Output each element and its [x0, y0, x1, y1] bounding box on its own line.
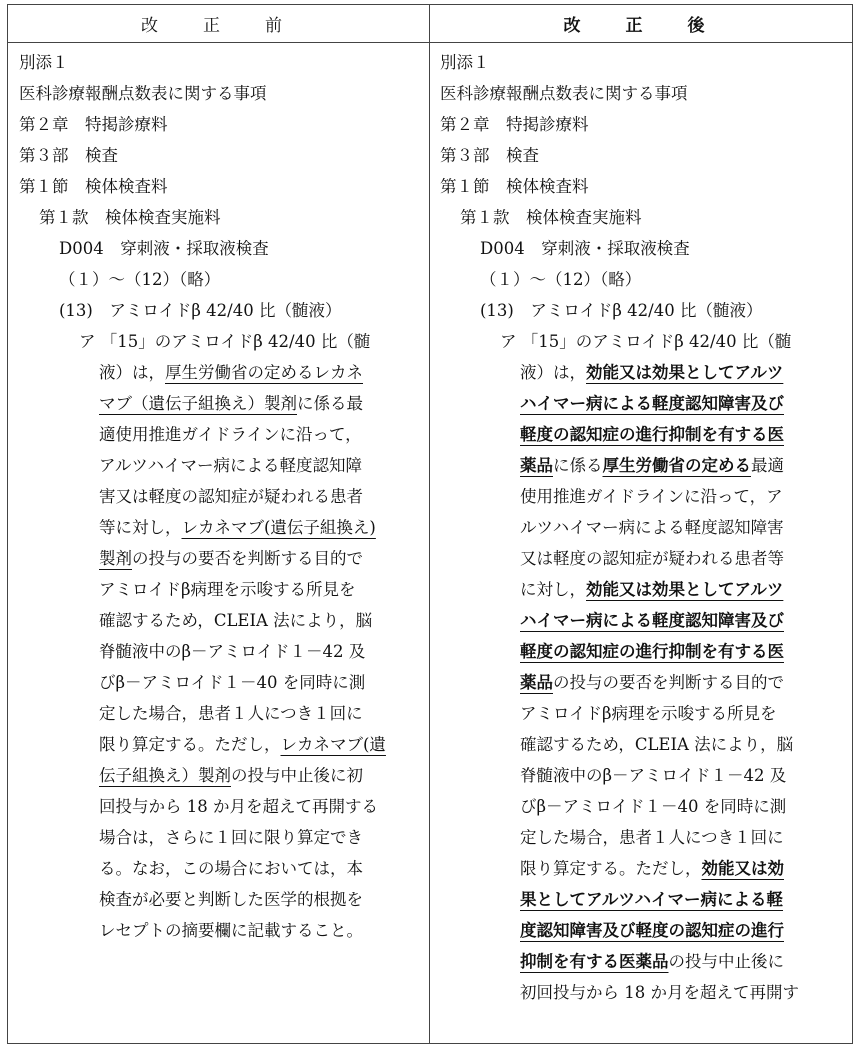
para-line: 等に対し，レカネマブ(遺伝子組換え) — [99, 518, 376, 537]
para-line: アミロイドβ病理を示唆する所見を — [99, 580, 356, 599]
para-line: に対し，効能又は効果としてアルツ — [520, 580, 784, 599]
header-before: 改 正 前 — [141, 16, 296, 36]
para-line: 薬品の投与の要否を判断する目的で — [520, 673, 784, 692]
para-line — [520, 419, 846, 450]
para-line: 液）は，効能又は効果としてアルツ — [520, 363, 784, 382]
para-line: 限り算定する。ただし，レカネマブ(遺 — [99, 735, 386, 754]
para-line — [520, 884, 846, 915]
para-line — [520, 388, 846, 419]
para-line: 薬品に係る厚生労働省の定める最適 — [520, 456, 784, 475]
para-line: びβ－アミロイド１－40 を同時に測 — [99, 673, 366, 692]
para-line: 脊髄液中のβ－アミロイド１－42 及 — [520, 766, 787, 785]
item-code: D004 穿刺液・採取液検査 — [480, 239, 690, 258]
paragraph-a-after — [440, 326, 846, 1008]
amended-text: 厚生労働省の定めるレカネ — [165, 363, 363, 382]
item-13: (13) アミロイドβ 42/40 比（髄液） — [59, 301, 342, 320]
para-line: ア 「15」のアミロイドβ 42/40 比（髄 — [79, 332, 371, 351]
para-line: 伝子組換え）製剤の投与中止後に初 — [99, 766, 363, 785]
amended-text: レカネマブ(遺伝子組換え) — [181, 518, 376, 537]
para-line: アミロイドβ病理を示唆する所見を — [520, 704, 777, 723]
para-line: びβ－アミロイド１－40 を同時に測 — [520, 797, 787, 816]
amended-text: 果としてアルツハイマー病による軽 — [520, 890, 784, 909]
amended-text: 抑制を有する医薬品 — [520, 952, 669, 971]
para-line — [520, 915, 846, 946]
para-line: 限り算定する。ただし，効能又は効 — [520, 859, 784, 878]
para-line: 回投与から 18 か月を超えて再開する — [99, 797, 378, 816]
para-line: ア 「15」のアミロイドβ 42/40 比（髄 — [500, 332, 792, 351]
amended-text: マブ（遺伝子組換え）製剤 — [99, 394, 297, 413]
doc-title: 医科診療報酬点数表に関する事項 — [440, 84, 688, 103]
amended-text: 薬品 — [520, 456, 553, 475]
para-line: 脊髄液中のβ－アミロイド１－42 及 — [99, 642, 366, 661]
para-line: る。なお，この場合においては，本 — [99, 859, 363, 878]
para-line: 初回投与から 18 か月を超えて再開す — [520, 983, 799, 1002]
subsection: 第１款 検体検査実施料 — [460, 208, 642, 227]
para-line: レセプトの摘要欄に記載すること。 — [99, 921, 363, 940]
comparison-table — [7, 4, 853, 1044]
amended-text: レカネマブ(遺 — [280, 735, 386, 754]
amended-text: 軽度の認知症の進行抑制を有する医 — [520, 425, 784, 444]
para-line: 確認するため，CLEIA 法により，脳 — [99, 611, 373, 630]
header-after: 改 正 後 — [563, 16, 719, 36]
attachment-label: 別添１ — [440, 53, 490, 72]
part: 第３部 検査 — [440, 146, 539, 165]
para-line: マブ（遺伝子組換え）製剤に係る最 — [99, 394, 363, 413]
chapter: 第２章 特掲診療料 — [19, 115, 168, 134]
amended-text: ハイマー病による軽度認知障害及び — [520, 394, 784, 413]
para-line: 液）は，厚生労働省の定めるレカネ — [99, 363, 363, 382]
amended-text: 度認知障害及び軽度の認知症の進行 — [520, 921, 784, 940]
para-line: 確認するため，CLEIA 法により，脳 — [520, 735, 794, 754]
para-line: 定した場合，患者１人につき１回に — [520, 828, 784, 847]
para-line: ルツハイマー病による軽度認知障害 — [520, 518, 784, 537]
amended-text: 効能又は効 — [701, 859, 784, 878]
amended-text: 製剤 — [99, 549, 132, 568]
omitted-items: （１）～（12）（略） — [59, 270, 221, 289]
amended-text: 効能又は効果としてアルツ — [586, 580, 784, 599]
para-line: 使用推進ガイドラインに沿って，ア — [520, 487, 783, 506]
column-before — [19, 47, 423, 946]
part: 第３部 検査 — [19, 146, 118, 165]
item-13: (13) アミロイドβ 42/40 比（髄液） — [480, 301, 763, 320]
para-line: 抑制を有する医薬品の投与中止後に — [520, 952, 784, 971]
para-line: 検査が必要と判断した医学的根拠を — [99, 890, 363, 909]
para-line: 又は軽度の認知症が疑われる患者等 — [520, 549, 784, 568]
amended-text: 効能又は効果としてアルツ — [586, 363, 784, 382]
amended-text: ハイマー病による軽度認知障害及び — [520, 611, 784, 630]
para-line: 適使用推進ガイドラインに沿って， — [99, 425, 362, 444]
header-divider — [8, 42, 852, 43]
amended-text: 厚生労働省の定める — [602, 456, 751, 475]
amended-text: 軽度の認知症の進行抑制を有する医 — [520, 642, 784, 661]
para-line: アルツハイマー病による軽度認知障 — [99, 456, 363, 475]
para-line: 場合は，さらに１回に限り算定でき — [99, 828, 363, 847]
subsection: 第１款 検体検査実施料 — [39, 208, 221, 227]
omitted-items: （１）～（12）（略） — [480, 270, 642, 289]
amended-text: 伝子組換え）製剤 — [99, 766, 231, 785]
para-line — [520, 605, 846, 636]
para-line: 定した場合，患者１人につき１回に — [99, 704, 363, 723]
para-line: 害又は軽度の認知症が疑われる患者 — [99, 487, 363, 506]
section: 第１節 検体検査料 — [440, 177, 589, 196]
amended-text: 薬品 — [520, 673, 553, 692]
item-code: D004 穿刺液・採取液検査 — [59, 239, 269, 258]
paragraph-a-before — [19, 326, 423, 946]
attachment-label: 別添１ — [19, 53, 69, 72]
para-line — [520, 636, 846, 667]
chapter: 第２章 特掲診療料 — [440, 115, 589, 134]
doc-title: 医科診療報酬点数表に関する事項 — [19, 84, 267, 103]
column-divider — [429, 5, 430, 1043]
section: 第１節 検体検査料 — [19, 177, 168, 196]
column-after — [440, 47, 846, 1008]
para-line: 製剤の投与の要否を判断する目的で — [99, 549, 363, 568]
